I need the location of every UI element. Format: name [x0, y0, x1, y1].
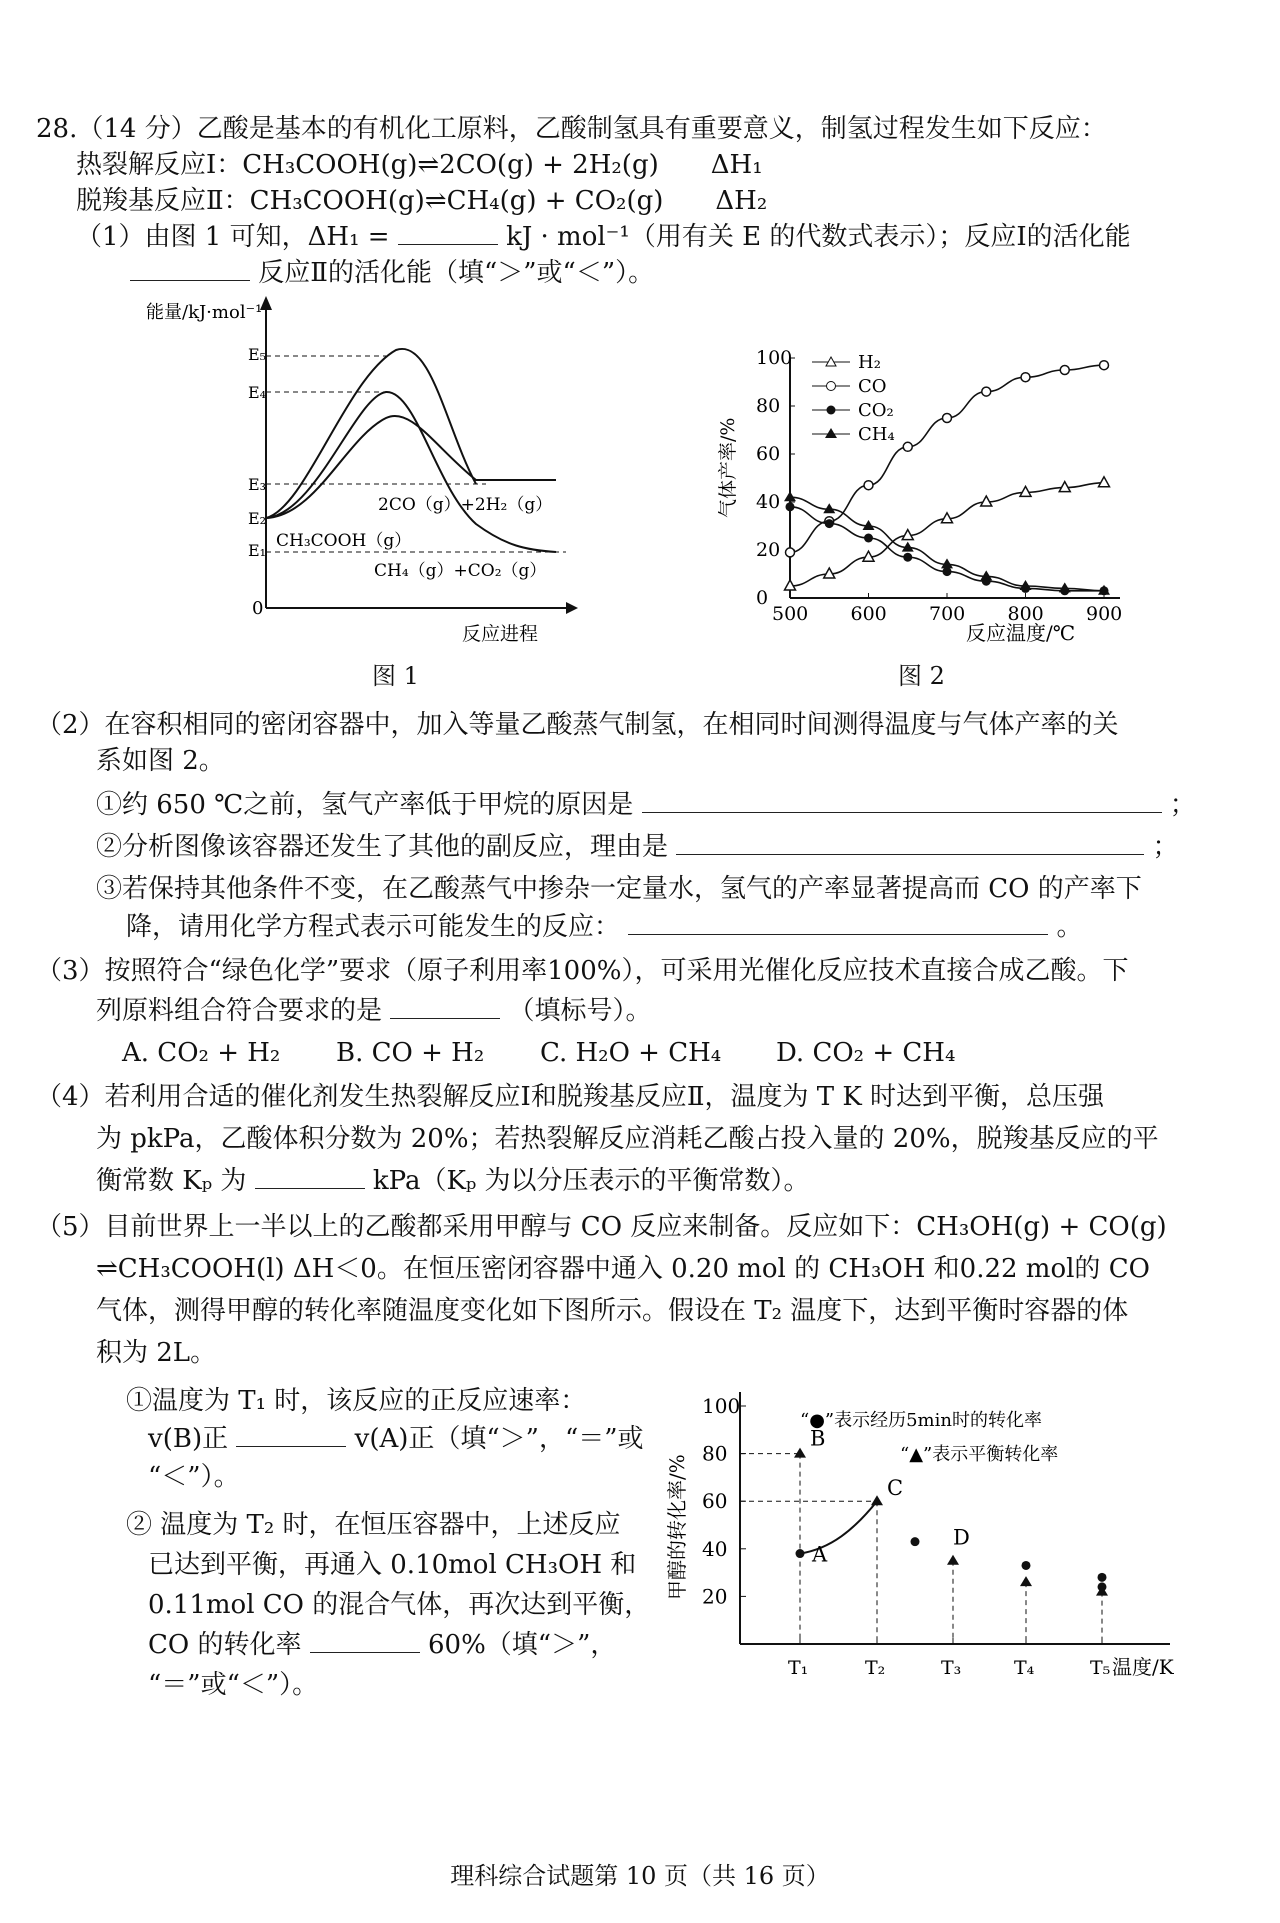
fig2-point-2-1	[825, 519, 834, 528]
fig3-point-label-b: B	[810, 1426, 826, 1451]
fig3-xtick-label: T₁	[788, 1657, 809, 1679]
fig3-point-0-1	[911, 1537, 920, 1546]
page-footer: 理科综合试题第 10 页（共 16 页）	[450, 1862, 830, 1890]
q28-part4-line2: 为 pkPa，乙酸体积分数为 20%；若热裂解反应消耗乙酸占投入量的 20%，脱羧基反应的平	[96, 1124, 1159, 1154]
fig1-label-reactant: CH₃COOH（g）	[276, 531, 412, 551]
fig2-point-0-8	[1099, 477, 1110, 487]
fig2-legend-filled-triangle-icon	[825, 428, 837, 438]
fig2-legend-co: CO	[858, 376, 887, 397]
fig2-ytick-label: 40	[756, 491, 781, 513]
fig2-point-0-0	[785, 580, 796, 590]
q5-sub1-va: v(A)正（填“＞”，“＝”或	[354, 1424, 644, 1454]
answer-blank-q5-2[interactable]	[310, 1628, 420, 1653]
fig2-ytick-label: 0	[756, 587, 769, 609]
figure-2-yield-chart	[700, 348, 1160, 648]
fig3-ytick-label: 60	[702, 1489, 728, 1514]
q5-sub2-text-e: 60%（填“＞”，	[428, 1630, 617, 1660]
fig2-xtick-label: 700	[929, 603, 966, 625]
fig2-point-1-5	[982, 387, 991, 396]
q28-part4-line3	[96, 1164, 810, 1198]
q5-sub2-line5: “＝”或“＜”）。	[148, 1670, 319, 1700]
q2-sub2-text: ②分析图像该容器还发生了其他的副反应，理由是	[96, 832, 669, 862]
fig2-series-line-3	[790, 497, 1104, 591]
q28-part5-line2: ⇌CH₃COOH(l) ΔH＜0。在恒压密闭容器中通入 0.20 mol 的 CH₃OH 和0.22 mol的 CO	[96, 1254, 1150, 1284]
figure-2-caption: 图 2	[898, 662, 945, 690]
fig2-ytick-label: 80	[756, 395, 781, 417]
q1-text-a: （1）由图 1 可知，ΔH₁ =	[76, 222, 390, 252]
fig1-level-e1: E₁	[248, 541, 267, 560]
fig2-point-0-6	[1020, 486, 1031, 496]
fig1-level-e5: E₅	[248, 345, 267, 364]
q28-part5-line3: 气体，测得甲醇的转化率随温度变化如下图所示。假设在 T₂ 温度下，达到平衡时容器的体	[96, 1296, 1129, 1326]
q5-sub1-vb: v(B)正	[148, 1424, 229, 1454]
q1-text-c: 反应Ⅱ的活化能（填“＞”或“＜”）。	[258, 258, 655, 288]
fig2-point-3-7	[1059, 582, 1071, 592]
q5-sub2-line2: 已达到平衡，再通入 0.10mol CH₃OH 和	[148, 1550, 637, 1580]
fig3-point-1-3	[1020, 1576, 1032, 1586]
answer-blank-q5-1[interactable]	[236, 1422, 346, 1447]
fig2-point-1-8	[1100, 361, 1109, 370]
option-b: B. CO + H₂	[336, 1038, 485, 1068]
fig1-label-product-1: 2CO（g）+2H₂（g）	[378, 495, 553, 515]
fig1-ylabel: 能量/kJ·mol⁻¹	[146, 302, 263, 323]
q5-sub2-line1: ② 温度为 T₂ 时，在恒压容器中，上述反应	[126, 1510, 621, 1540]
fig2-legend-open-circle-icon	[827, 382, 836, 391]
option-d: D. CO₂ + CH₄	[776, 1038, 956, 1068]
fig3-ytick-label: 40	[702, 1536, 728, 1561]
fig2-xtick-label: 600	[850, 603, 887, 625]
fig2-xtick-label: 900	[1086, 603, 1123, 625]
answer-blank-q2-2[interactable]	[676, 830, 1144, 855]
fig2-ytick-label: 60	[756, 443, 781, 465]
q5-sub2-text-d: CO 的转化率	[148, 1630, 302, 1660]
fig2-point-1-2	[864, 481, 873, 490]
q28-part2-line2: 系如图 2。	[96, 746, 225, 776]
fig2-point-1-4	[943, 414, 952, 423]
q28-part2-sub3: ③若保持其他条件不变，在乙酸蒸气中掺杂一定量水，氢气的产率显著提高而 CO 的产率下	[96, 874, 1142, 904]
q5-sub1-line2	[148, 1422, 644, 1456]
q4-text-c: 衡常数 Kₚ 为	[96, 1166, 247, 1196]
fig3-xtick-label: T₂	[865, 1657, 886, 1679]
q28-part5-line4: 积为 2L。	[96, 1338, 217, 1368]
figure-1-caption: 图 1	[372, 662, 419, 690]
q5-sub2-line4	[148, 1628, 616, 1662]
fig3-point-0-3	[1098, 1573, 1107, 1582]
fig2-point-2-4	[943, 567, 952, 576]
figure-3-conversion-chart	[660, 1382, 1200, 1712]
fig3-xtick-label: T₃	[941, 1657, 962, 1679]
fig3-point-label-d: D	[953, 1525, 970, 1550]
fig2-legend-filled-circle-icon	[827, 406, 836, 415]
q28-part1-line2	[130, 256, 654, 290]
fig2-point-0-7	[1059, 482, 1070, 492]
fig3-legend-1: “●”表示经历5min时的转化率	[800, 1410, 1042, 1431]
fig1-label-product-2: CH₄（g）+CO₂（g）	[374, 561, 547, 581]
fig3-ytick-label: 100	[702, 1394, 741, 1418]
q28-part5: （5）目前世界上一半以上的乙酸都采用甲醇与 CO 反应来制备。反应如下：CH₃OH(g) + CO(g)	[36, 1212, 1167, 1242]
fig1-level-e2: E₂	[248, 509, 267, 528]
fig2-point-1-7	[1060, 366, 1069, 375]
fig2-xtick-label: 800	[1007, 603, 1044, 625]
fig2-point-1-0	[786, 548, 795, 557]
option-c: C. H₂O + CH₄	[540, 1038, 722, 1068]
fig2-point-1-3	[903, 442, 912, 451]
fig3-legend-2: “▲”表示平衡转化率	[900, 1444, 1059, 1465]
q5-sub1-line1: ①温度为 T₁ 时，该反应的正反应速率：	[126, 1386, 587, 1416]
answer-blank-activation[interactable]	[130, 256, 250, 281]
fig2-point-2-2	[864, 534, 873, 543]
fig3-ytick-label: 80	[702, 1441, 728, 1466]
fig2-xlabel: 反应温度/℃	[966, 621, 1076, 645]
fig2-legend-h2: H₂	[858, 352, 881, 373]
fig3-ticks	[702, 1394, 1110, 1679]
q2-sub3-text: 降，请用化学方程式表示可能发生的反应：	[126, 912, 621, 942]
fig3-ylabel: 甲醇的转化率/%	[665, 1454, 689, 1600]
reaction-2: 脱羧基反应Ⅱ：CH₃COOH(g)⇌CH₄(g) + CO₂(g) ΔH₂	[76, 186, 768, 216]
q28-part3: （3）按照符合“绿色化学”要求（原子利用率100%），可采用光催化反应技术直接合成乙酸。下	[36, 956, 1129, 986]
fig2-ytick-label: 100	[756, 348, 793, 369]
fig2-point-2-0	[786, 502, 795, 511]
q2-sub1-text: ①约 650 ℃之前，氢气产率低于甲烷的原因是	[96, 790, 634, 820]
fig3-point-1-1	[871, 1495, 883, 1505]
fig2-point-0-5	[981, 496, 992, 506]
q2-sub2-semicolon: ；	[1152, 832, 1179, 862]
fig2-point-1-6	[1021, 373, 1030, 382]
fig2-ylabel: 气体产率/%	[717, 417, 739, 518]
q28-stem: 28.（14 分）乙酸是基本的有机化工原料，乙酸制氢具有重要意义，制氢过程发生如下反应：	[36, 114, 1107, 144]
q2-sub3-period: 。	[1056, 912, 1083, 942]
q28-part2: （2）在容积相同的密闭容器中，加入等量乙酸蒸气制氢，在相同时间测得温度与气体产率的关	[36, 710, 1119, 740]
fig2-point-3-0	[784, 491, 796, 501]
q28-part3-line2	[96, 994, 652, 1028]
fig3-point-1-2	[947, 1555, 959, 1565]
q5-sub1-line3: “＜”）。	[148, 1462, 240, 1492]
fig2-legend-ch4: CH₄	[858, 424, 895, 445]
fig2-point-2-3	[903, 553, 912, 562]
q28-part2-sub1	[96, 788, 1196, 822]
q28-part1	[76, 220, 1131, 254]
q28-part4: （4）若利用合适的催化剂发生热裂解反应Ⅰ和脱羧基反应Ⅱ，温度为 T K 时达到平衡，总压强	[36, 1082, 1105, 1112]
fig2-ytick-label: 20	[756, 539, 781, 561]
answer-blank-q2-1[interactable]	[642, 788, 1162, 813]
answer-blank-q2-3[interactable]	[628, 910, 1048, 935]
fig3-point-label-a: A	[812, 1542, 828, 1567]
q3-text-b: 列原料组合符合要求的是	[96, 996, 383, 1026]
fig1-level-e4: E₄	[248, 383, 267, 402]
fig1-origin: 0	[252, 598, 264, 619]
answer-blank-dh1[interactable]	[398, 220, 498, 245]
fig3-xtick-label: T₄	[1014, 1657, 1035, 1679]
fig3-point-1-0	[794, 1448, 806, 1458]
fig2-legend	[812, 352, 895, 445]
option-a: A. CO₂ + H₂	[122, 1038, 281, 1068]
fig3-point-0-0	[796, 1549, 805, 1558]
q28-part2-sub2	[96, 830, 1179, 864]
q5-sub2-line3: 0.11mol CO 的混合气体，再次达到平衡，	[148, 1590, 651, 1620]
answer-blank-q4[interactable]	[255, 1164, 365, 1189]
fig3-point-0-2	[1022, 1561, 1031, 1570]
fig2-xtick-label: 500	[772, 603, 809, 625]
q4-text-d: kPa（Kₚ 为以分压表示的平衡常数）。	[372, 1166, 810, 1196]
fig3-ytick-label: 20	[702, 1584, 728, 1609]
q3-text-c: （填标号）。	[508, 996, 652, 1026]
q1-text-b: kJ · mol⁻¹（用有关 E 的代数式表示）；反应Ⅰ的活化能	[506, 222, 1131, 252]
fig1-level-e3: E₃	[248, 475, 267, 494]
fig1-xlabel: 反应进程	[462, 623, 539, 645]
fig3-point-label-c: C	[887, 1476, 904, 1501]
q2-sub1-semicolon: ；	[1169, 790, 1196, 820]
figure-1-energy-diagram	[146, 288, 586, 648]
fig2-legend-co2: CO₂	[858, 400, 894, 421]
fig3-xtick-label: T₅	[1090, 1657, 1111, 1679]
fig1-curve-upper	[266, 349, 476, 518]
fig3-xlabel: 温度/K	[1112, 1655, 1174, 1679]
fig2-series	[784, 361, 1110, 596]
reaction-1: 热裂解反应Ⅰ：CH₃COOH(g)⇌2CO(g) + 2H₂(g) ΔH₁	[76, 150, 763, 180]
answer-blank-q3[interactable]	[390, 994, 500, 1019]
q28-part2-sub3-line2	[126, 910, 1083, 944]
